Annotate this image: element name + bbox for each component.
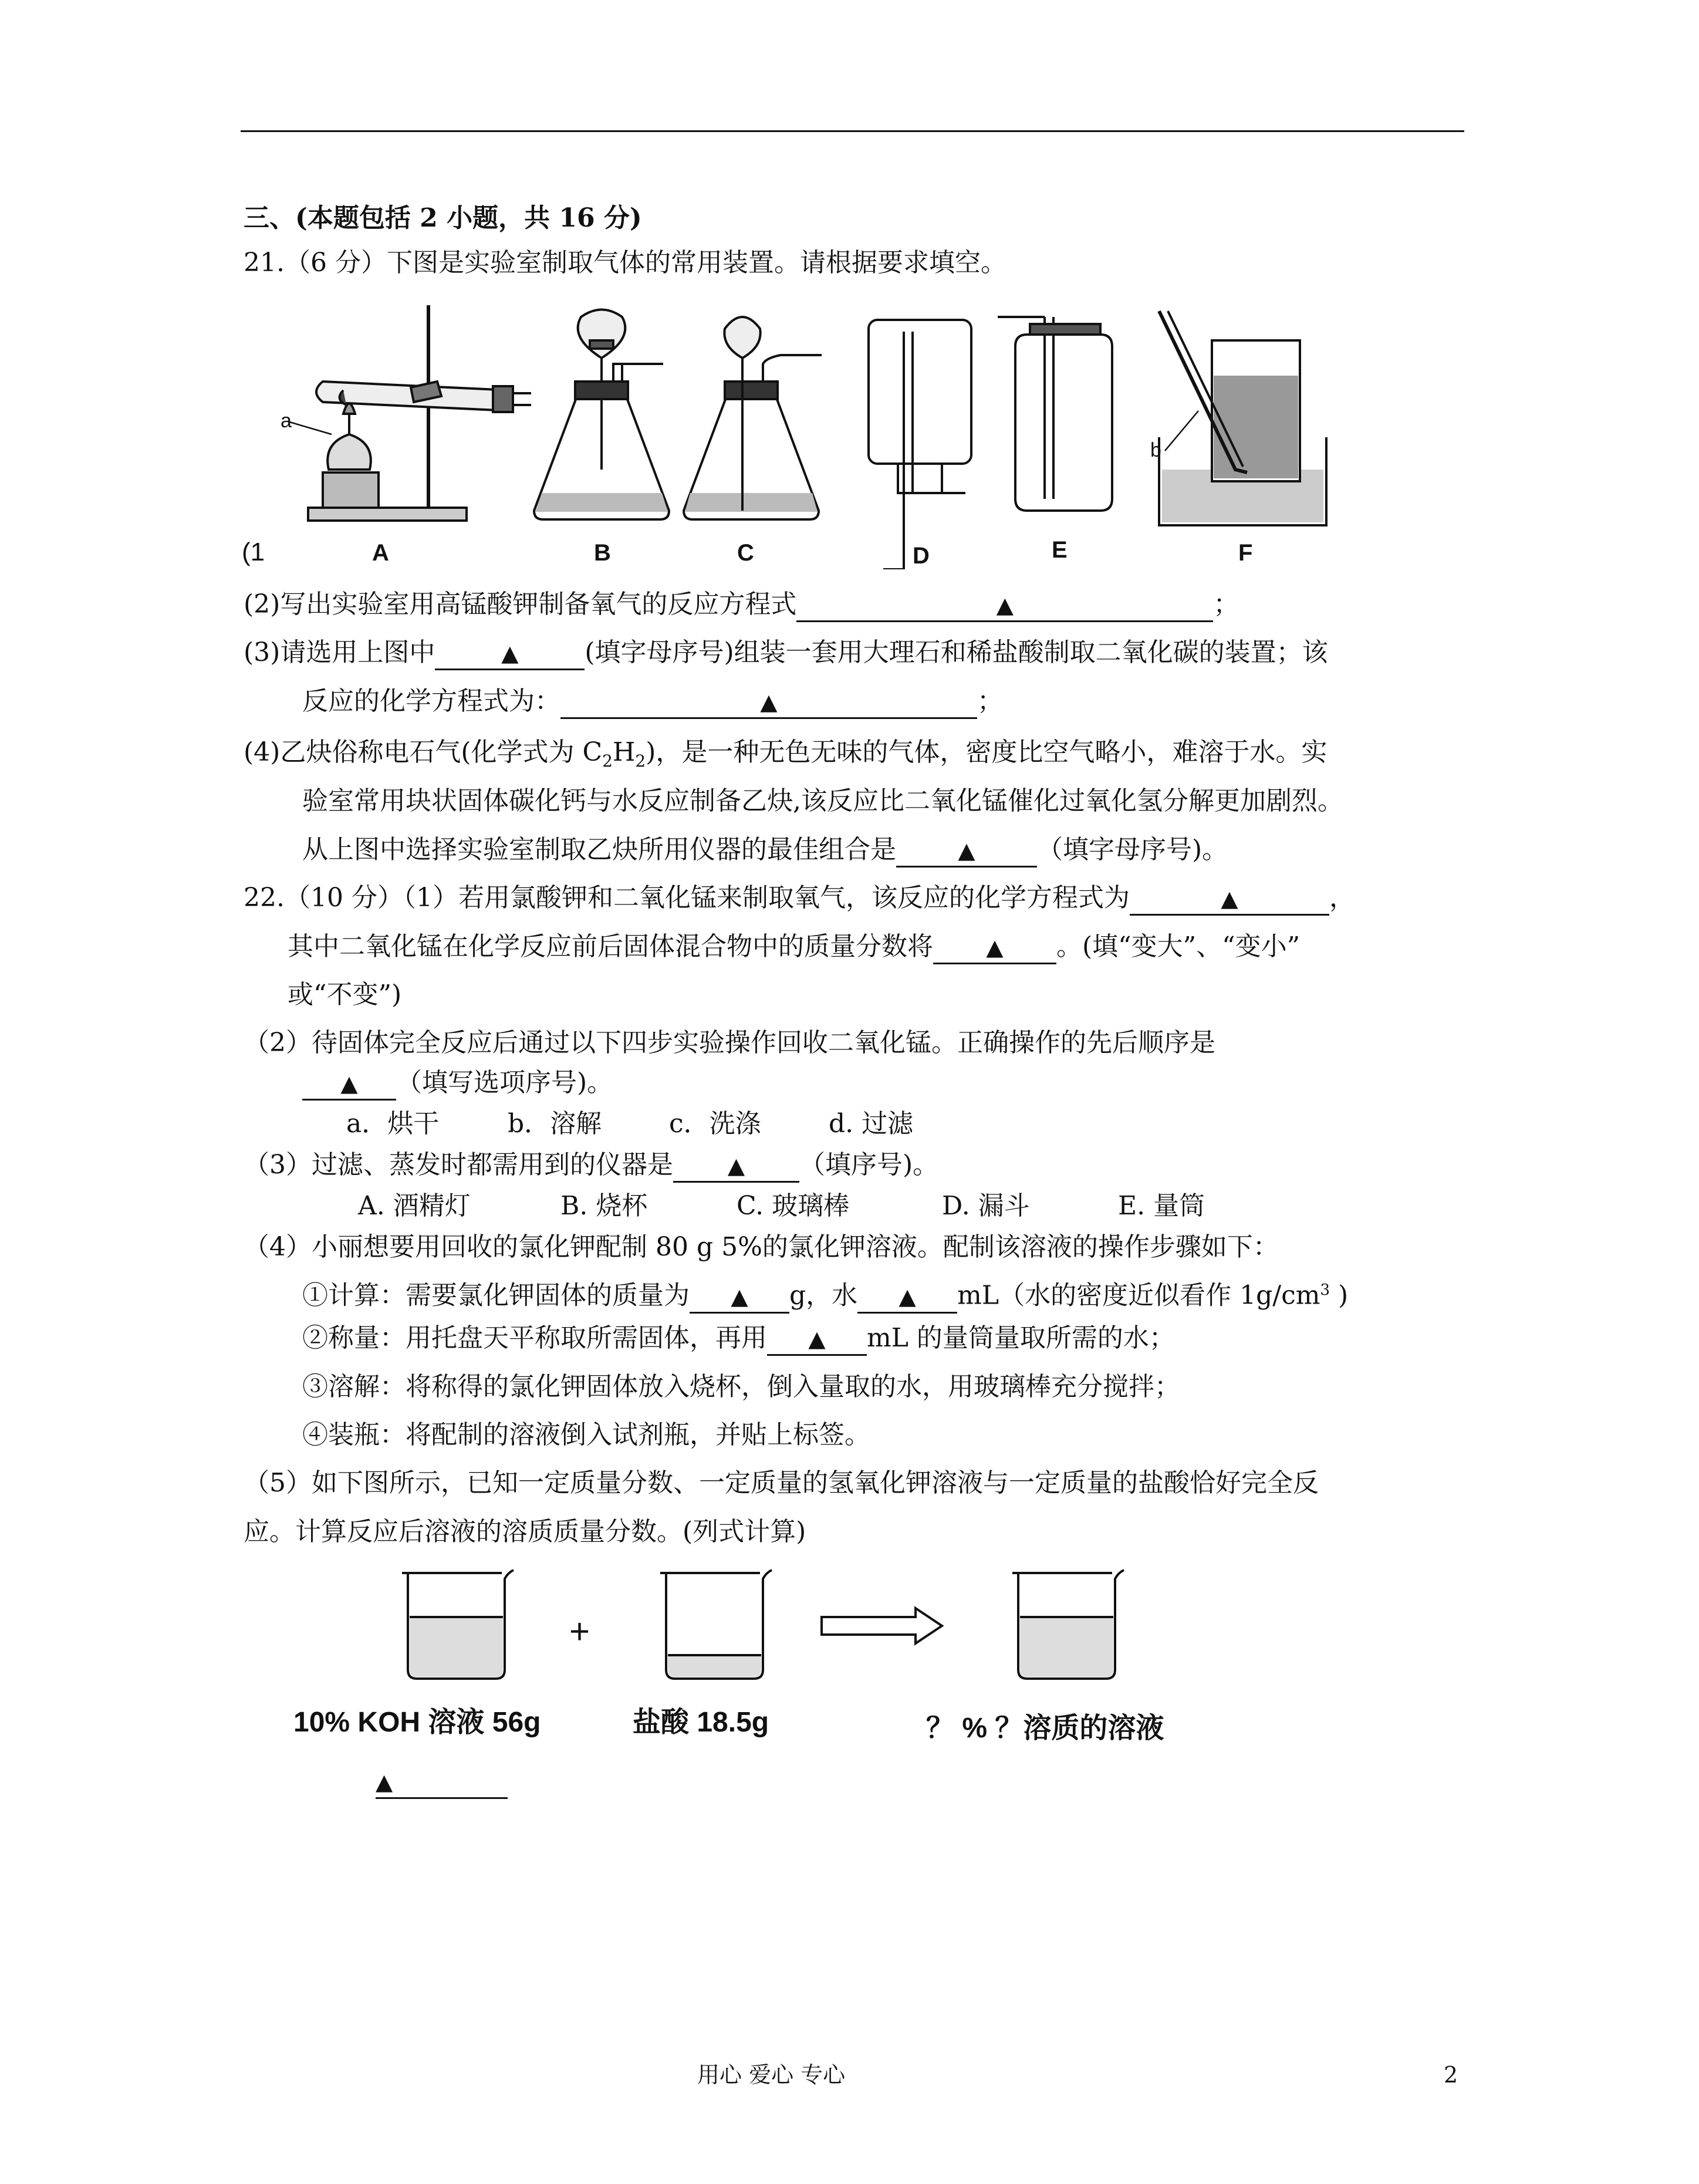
q21-part3-line1: (3)请选用上图中 ▲ (填字母序号)组装一套用大理石和稀盐酸制取二氧化碳的装置；该 xyxy=(244,635,1328,670)
apparatus-b xyxy=(534,310,669,520)
answer-blank-q22-5[interactable]: ▲ xyxy=(376,1766,508,1799)
lab-apparatus-figure xyxy=(235,293,1414,569)
page-number: 2 xyxy=(1444,2062,1458,2088)
q22-part1-line1: 22.（10 分）（1）若用氯酸钾和二氧化锰来制取氧气，该反应的化学方程式为 ▲ ， xyxy=(244,880,1355,916)
footer-motto: 用心 爱心 专心 xyxy=(697,2062,846,2088)
apparatus-c xyxy=(684,317,822,519)
section-heading: 三、(本题包括 2 小题，共 16 分) xyxy=(244,203,642,233)
q22-part2-line2: ▲ （填写选项序号)。 xyxy=(302,1065,613,1101)
label-A: A xyxy=(372,540,389,566)
q21-part3-line2: 反应的化学方程式为： ▲ ； xyxy=(302,684,1003,719)
apparatus-d xyxy=(869,320,971,569)
answer-blank-q22-4b[interactable]: ▲ xyxy=(857,1281,957,1314)
q22-part2-option-c: c．洗涤 xyxy=(669,1109,761,1139)
beaker-hcl-label: 盐酸 18.5g xyxy=(633,1707,769,1738)
reaction-arrow-icon xyxy=(822,1608,942,1643)
q22-part3: （3）过滤、蒸发时都需用到的仪器是 ▲ （填序号)。 xyxy=(244,1147,938,1183)
q21-stem: 21.（6 分）下图是实验室制取气体的常用装置。请根据要求填空。 xyxy=(244,248,1006,278)
q22-part4-intro: （4）小丽想要用回收的氯化钾配制 80 g 5%的氯化钾溶液。配制该溶液的操作步骤如下： xyxy=(244,1232,1279,1262)
answer-blank-q21-4[interactable]: ▲ xyxy=(896,835,1037,867)
q22-part2-option-d: d. 过滤 xyxy=(829,1109,914,1139)
answer-blank-q21-3b[interactable]: ▲ xyxy=(560,686,977,719)
q22-part1-line2: 其中二氧化锰在化学反应前后固体混合物中的质量分数将 ▲ 。(填“变大”、“变小” xyxy=(288,929,1300,964)
q22-part1-line3: 或“不变”) xyxy=(288,980,402,1010)
label-D: D xyxy=(913,543,930,569)
q22-part2-option-a: a．烘干 xyxy=(346,1109,440,1139)
header-rule xyxy=(241,130,1464,132)
answer-blank-q22-1a[interactable]: ▲ xyxy=(1130,883,1329,916)
q21-part4-line1: (4)乙炔俗称电石气(化学式为 $C_2H_2$)，是一种无色无味的气体，密度比空气略小，难溶于水。实 xyxy=(244,737,1328,771)
label-B: B xyxy=(594,540,611,566)
label-E: E xyxy=(1052,537,1068,563)
answer-blank-q22-3[interactable]: ▲ xyxy=(673,1150,799,1183)
apparatus-f xyxy=(1159,311,1326,525)
q22-part4-step3: ③溶解：将称得的氯化钾固体放入烧杯，倒入量取的水，用玻璃棒充分搅拌； xyxy=(302,1372,1180,1402)
beaker-hcl xyxy=(660,1570,772,1679)
label-F: F xyxy=(1238,540,1253,566)
q21-part4-line3: 从上图中选择实验室制取乙炔所用仪器的最佳组合是 ▲ （填字母序号)。 xyxy=(302,832,1228,867)
label-b: b xyxy=(1150,439,1161,461)
apparatus-e xyxy=(998,317,1112,511)
answer-blank-q21-3a[interactable]: ▲ xyxy=(435,637,585,670)
q22-part3-option-C: C. 玻璃棒 xyxy=(737,1191,850,1221)
q22-part3-option-A: A. 酒精灯 xyxy=(358,1191,471,1221)
answer-blank-q22-4c[interactable]: ▲ xyxy=(767,1323,867,1356)
beaker-koh xyxy=(402,1570,514,1679)
q22-part4-step2: ②称量：用托盘天平称取所需固体，再用 ▲ mL 的量筒量取所需的水； xyxy=(302,1321,1175,1356)
q22-part5-answer xyxy=(376,1764,508,1799)
q22-part3-option-D: D. 漏斗 xyxy=(942,1191,1030,1221)
q22-part5-line2: 应。计算反应后溶液的溶质质量分数。(列式计算) xyxy=(244,1517,806,1547)
label-a: a xyxy=(281,410,292,432)
q21-part4-line2: 验室常用块状固体碳化钙与水反应制备乙炔,该反应比二氧化锰催化过氧化氢分解更加剧烈。 xyxy=(302,786,1343,816)
q21-part2: (2)写出实验室用高锰酸钾制备氧气的反应方程式 ▲ ； xyxy=(244,587,1239,622)
answer-blank-q21-2[interactable]: ▲ xyxy=(796,589,1213,622)
q22-part3-option-E: E. 量筒 xyxy=(1118,1191,1205,1221)
apparatus-a xyxy=(288,305,531,521)
beaker-koh-label: 10% KOH 溶液 56g xyxy=(293,1707,541,1738)
beaker-reaction-figure xyxy=(282,1561,1209,1773)
q22-part4-step1: ①计算：需要氯化钾固体的质量为 ▲ g，水 ▲ mL（水的密度近似看作 $1g/cm^3$ ) xyxy=(302,1272,1348,1314)
q21-part1-fragment: (1 xyxy=(242,538,265,566)
q22-part2-option-b: b．溶解 xyxy=(508,1109,602,1139)
answer-blank-q22-2[interactable]: ▲ xyxy=(302,1068,396,1101)
q22-part3-option-B: B. 烧杯 xyxy=(560,1191,648,1221)
q22-part4-step4: ④装瓶：将配制的溶液倒入试剂瓶，并贴上标签。 xyxy=(302,1420,870,1450)
beaker-product xyxy=(1012,1570,1124,1679)
plus-sign: + xyxy=(569,1612,590,1651)
answer-blank-q22-1b[interactable]: ▲ xyxy=(933,931,1056,964)
q22-part2-line1: （2）待固体完全反应后通过以下四步实验操作回收二氧化锰。正确操作的先后顺序是 xyxy=(244,1028,1215,1058)
beaker-product-label: ？ % ？溶质的溶液 xyxy=(926,1713,1164,1744)
answer-blank-q22-4a[interactable]: ▲ xyxy=(690,1281,789,1314)
q22-part5-line1: （5）如下图所示，已知一定质量分数、一定质量的氢氧化钾溶液与一定质量的盐酸恰好完全反 xyxy=(244,1468,1319,1498)
label-C: C xyxy=(737,540,754,566)
